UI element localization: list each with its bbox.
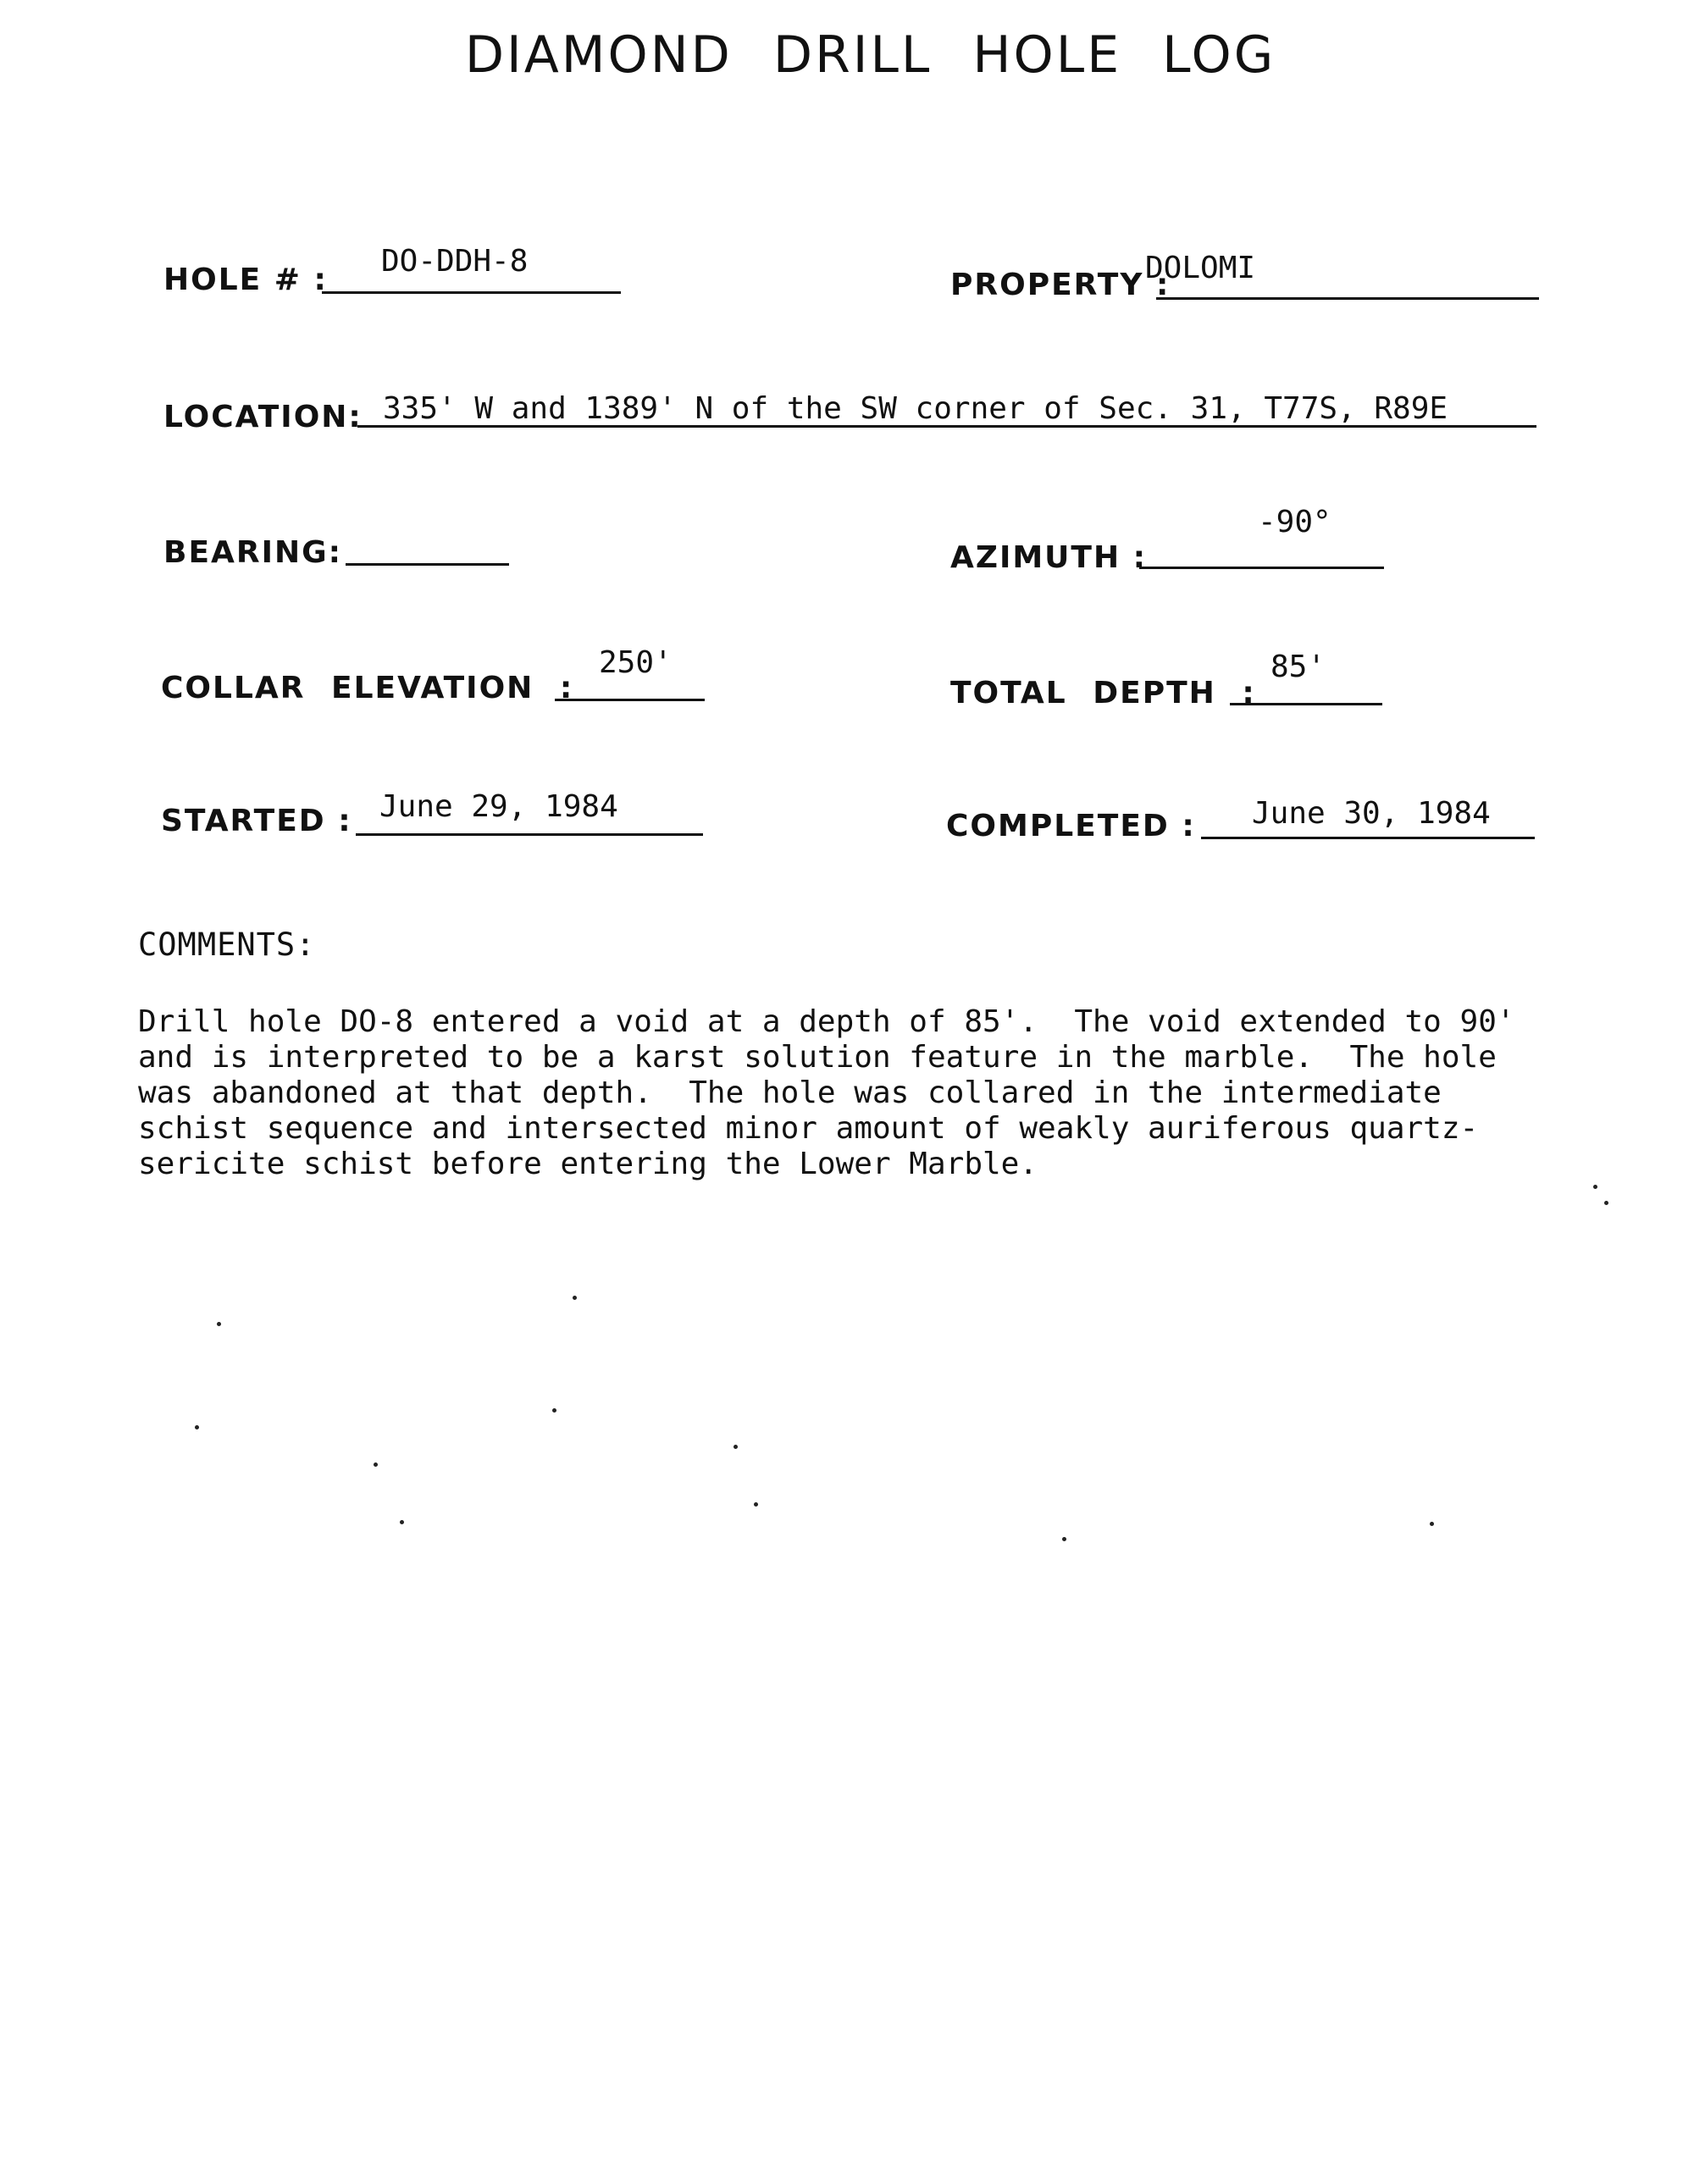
- scan-speck: [1062, 1537, 1066, 1541]
- completed-rule: [1201, 837, 1535, 839]
- scan-speck: [1604, 1201, 1608, 1205]
- total-depth-value: 85': [1270, 650, 1326, 684]
- bearing-rule: [346, 563, 509, 566]
- scan-speck: [734, 1445, 738, 1449]
- azimuth-value: -90°: [1258, 505, 1331, 539]
- completed-label: COMPLETED :: [946, 809, 1196, 843]
- scan-speck: [552, 1408, 556, 1413]
- comments-label: COMMENTS:: [138, 926, 316, 963]
- scan-speck: [573, 1296, 577, 1300]
- scan-speck: [1430, 1522, 1434, 1526]
- scan-speck: [754, 1502, 758, 1507]
- property-value: DOLOMI: [1145, 251, 1256, 285]
- location-label: LOCATION:: [163, 400, 363, 434]
- total-depth-rule: [1230, 703, 1382, 705]
- scan-speck: [1593, 1185, 1597, 1189]
- started-label: STARTED :: [161, 804, 352, 838]
- scan-speck: [400, 1520, 404, 1524]
- azimuth-label: AZIMUTH :: [950, 540, 1148, 575]
- started-rule: [356, 833, 703, 836]
- property-label: PROPERTY :: [950, 268, 1171, 302]
- completed-value: June 30, 1984: [1252, 796, 1491, 831]
- hole-number-label: HOLE # :: [163, 263, 328, 297]
- collar-elevation-label: COLLAR ELEVATION :: [161, 671, 574, 705]
- comments-text: Drill hole DO-8 entered a void at a depth of 85'. The void extended to 90' and is interpreted to be a karst solution feature in the marble. The hole was abandoned at that depth. The hole was collared in the intermediate schist sequence and intersected minor amount of weakly auriferous quartz- sericite schist before entering the Lower Marble.: [138, 1004, 1515, 1181]
- page-title: DIAMOND DRILL HOLE LOG: [464, 25, 1276, 85]
- azimuth-rule: [1139, 567, 1384, 569]
- scan-speck: [374, 1462, 378, 1467]
- started-value: June 29, 1984: [379, 789, 618, 824]
- hole-number-value: DO-DDH-8: [381, 244, 529, 279]
- collar-elevation-rule: [555, 699, 705, 701]
- location-value: 335' W and 1389' N of the SW corner of Sec. 31, T77S, R89E: [383, 391, 1448, 426]
- hole-number-rule: [322, 291, 621, 294]
- property-rule: [1156, 297, 1539, 300]
- scan-speck: [195, 1425, 199, 1429]
- location-rule: [357, 425, 1536, 428]
- scan-speck: [217, 1322, 221, 1326]
- total-depth-label: TOTAL DEPTH :: [950, 676, 1256, 710]
- bearing-label: BEARING:: [163, 535, 343, 570]
- collar-elevation-value: 250': [599, 645, 673, 680]
